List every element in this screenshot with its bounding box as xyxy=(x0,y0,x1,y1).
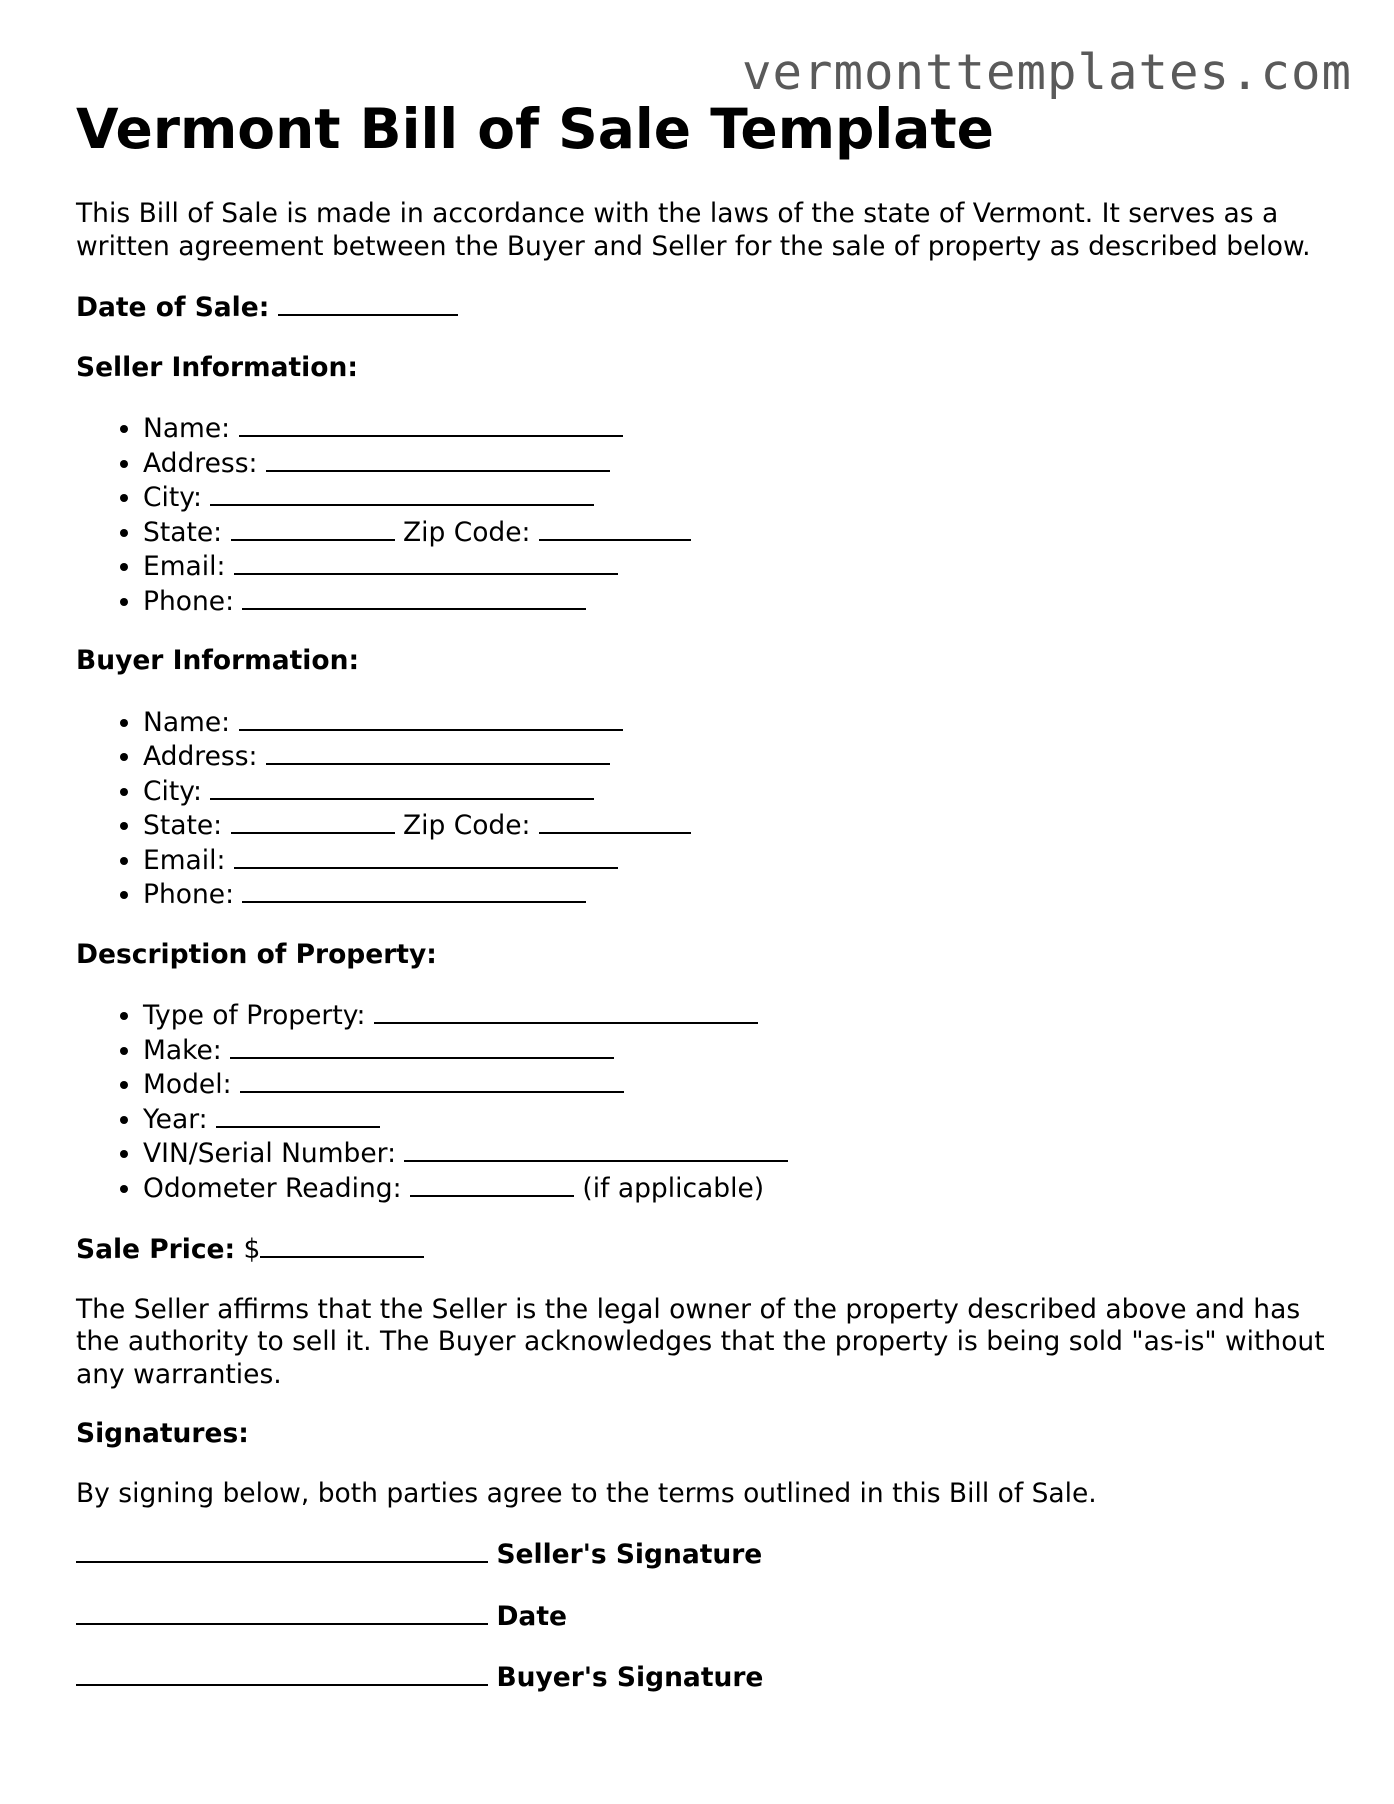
seller-city-blank[interactable] xyxy=(210,480,594,506)
date-signature-row xyxy=(76,1599,1326,1634)
seller-signature-blank[interactable] xyxy=(76,1537,488,1563)
list-item xyxy=(143,705,1326,740)
seller-email-blank[interactable] xyxy=(234,549,618,575)
buyer-address-label: Address: xyxy=(143,741,258,772)
list-item xyxy=(143,1102,1326,1137)
currency-symbol: $ xyxy=(243,1234,261,1265)
sale-price-row xyxy=(76,1232,1326,1267)
list-item xyxy=(143,446,1326,481)
property-type-blank[interactable] xyxy=(374,998,758,1024)
list-item xyxy=(143,808,1326,843)
property-make-blank[interactable] xyxy=(230,1033,614,1059)
list-item xyxy=(143,411,1326,446)
signatures-heading: Signatures: xyxy=(76,1418,249,1449)
buyer-address-blank[interactable] xyxy=(266,739,610,765)
list-item xyxy=(143,549,1326,584)
sale-price-blank[interactable] xyxy=(260,1232,424,1258)
seller-phone-label: Phone: xyxy=(143,585,235,617)
buyer-state-blank[interactable] xyxy=(231,808,395,834)
buyer-email-blank[interactable] xyxy=(234,843,618,869)
document-body xyxy=(76,198,1326,1722)
buyer-signature-blank[interactable] xyxy=(76,1660,488,1686)
seller-zip-label: Zip Code: xyxy=(402,516,531,548)
seller-city-label: City: xyxy=(143,482,202,513)
list-item xyxy=(143,1136,1326,1171)
buyer-city-blank[interactable] xyxy=(210,774,594,800)
buyer-phone-blank[interactable] xyxy=(242,877,586,903)
property-vin-label: VIN/Serial Number: xyxy=(143,1138,397,1169)
property-year-blank[interactable] xyxy=(216,1102,380,1128)
seller-signature-row xyxy=(76,1537,1326,1572)
signature-date-label: Date xyxy=(496,1600,567,1632)
buyer-name-label: Name: xyxy=(143,706,231,738)
seller-email-label: Email: xyxy=(143,551,226,582)
page-title: Vermont Bill of Sale Template xyxy=(76,97,994,161)
buyer-zip-blank[interactable] xyxy=(539,808,691,834)
property-odometer-blank[interactable] xyxy=(410,1171,574,1197)
buyer-city-label: City: xyxy=(143,775,202,807)
seller-name-label: Name: xyxy=(143,413,231,444)
property-type-label: Type of Property: xyxy=(143,1000,366,1031)
list-item xyxy=(143,480,1326,515)
signature-date-blank[interactable] xyxy=(76,1599,488,1625)
buyer-zip-label: Zip Code: xyxy=(402,810,531,841)
seller-state-label: State: xyxy=(143,516,223,548)
property-odometer-label: Odometer Reading: xyxy=(143,1172,402,1204)
list-item xyxy=(143,1067,1326,1102)
property-vin-blank[interactable] xyxy=(404,1136,788,1162)
date-of-sale-label: Date of Sale: xyxy=(76,292,270,323)
list-item xyxy=(143,1171,1326,1206)
date-of-sale-row xyxy=(76,290,1326,325)
buyer-info-list xyxy=(76,705,1326,912)
seller-address-label: Address: xyxy=(143,447,258,479)
list-item xyxy=(143,1033,1326,1068)
buyer-phone-label: Phone: xyxy=(143,879,235,910)
buyer-signature-label: Buyer's Signature xyxy=(496,1662,764,1693)
buyer-state-label: State: xyxy=(143,810,223,841)
property-list xyxy=(76,998,1326,1205)
list-item xyxy=(143,877,1326,912)
property-year-label: Year: xyxy=(143,1103,208,1135)
property-make-label: Make: xyxy=(143,1034,222,1066)
buyer-email-label: Email: xyxy=(143,844,226,876)
seller-info-list xyxy=(76,411,1326,618)
seller-heading: Seller Information: xyxy=(76,351,358,383)
property-odometer-note: (if applicable) xyxy=(582,1172,765,1204)
seller-name-blank[interactable] xyxy=(239,411,623,437)
list-item xyxy=(143,584,1326,619)
sale-price-label: Sale Price: xyxy=(76,1234,236,1265)
list-item xyxy=(143,515,1326,550)
list-item xyxy=(143,843,1326,878)
affirmation-paragraph: The Seller affirms that the Seller is the legal owner of the property described above and has the authority to sell it. The Buyer acknowledges that the property is being sold "as-is" without any warranties. xyxy=(76,1293,1325,1390)
property-heading: Description of Property: xyxy=(76,938,437,970)
property-model-label: Model: xyxy=(143,1069,232,1100)
seller-zip-blank[interactable] xyxy=(539,515,691,541)
list-item xyxy=(143,998,1326,1033)
seller-signature-label: Seller's Signature xyxy=(496,1539,763,1570)
property-model-blank[interactable] xyxy=(240,1067,624,1093)
buyer-name-blank[interactable] xyxy=(239,705,623,731)
list-item xyxy=(143,774,1326,809)
buyer-heading: Buyer Information: xyxy=(76,645,360,676)
buyer-signature-row xyxy=(76,1660,1326,1695)
signatures-statement: By signing below, both parties agree to the terms outlined in this Bill of Sale. xyxy=(76,1477,1097,1509)
watermark: vermonttemplates.com xyxy=(741,44,1352,101)
list-item xyxy=(143,739,1326,774)
seller-phone-blank[interactable] xyxy=(242,584,586,610)
intro-paragraph: This Bill of Sale is made in accordance with the laws of the state of Vermont. It serves as a written agreement between the Buyer and Seller for the sale of property as described below. xyxy=(76,198,1311,262)
seller-state-blank[interactable] xyxy=(231,515,395,541)
seller-address-blank[interactable] xyxy=(266,446,610,472)
date-of-sale-blank[interactable] xyxy=(278,290,458,316)
